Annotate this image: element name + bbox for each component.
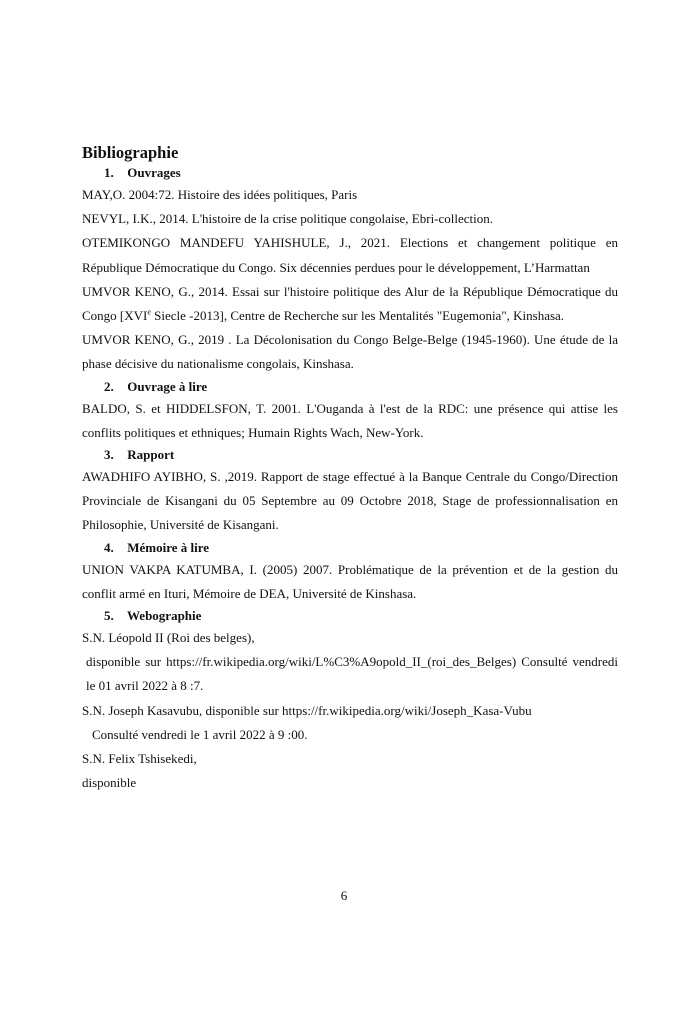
- bibliography-entry: UMVOR KENO, G., 2019 . La Décolonisation du Congo Belge-Belge (1945-1960). Une étude de la phase décisive du nationalisme congolais, Kinshasa.: [82, 332, 618, 372]
- section-webographie: [82, 606, 618, 795]
- bibliography-page: [82, 143, 618, 795]
- bibliography-entry: S.N. Felix Tshisekedi,: [82, 751, 197, 767]
- section-heading: 3. Rapport: [104, 447, 175, 463]
- page-number: 6: [340, 888, 348, 903]
- bibliography-entry: MAY,O. 2004:72. Histoire des idées politiques, Paris: [82, 187, 358, 202]
- bibliography-entry: NEVYL, I.K., 2014. L'histoire de la crise politique congolaise, Ebri-collection.: [82, 211, 494, 227]
- bibliography-entry: UNION VAKPA KATUMBA, I. (2005) 2007. Problématique de la prévention et de la gestion du conflit armé en Ituri, Mémoire de DEA, Université de Kinshasa.: [82, 561, 618, 601]
- page-title: Bibliographie: [82, 143, 179, 162]
- bibliography-entry: disponible sur https://fr.wikipedia.org/wiki/L%C3%A9opold_II_(roi_des_Belges) Consulté vendredi le 01 avril 2022 à 8 :7.: [86, 654, 618, 694]
- bibliography-entry: disponible: [82, 775, 137, 791]
- section-rapport: [82, 445, 618, 538]
- section-heading: 5. Webographie: [104, 608, 202, 624]
- bibliography-entry: S.N. Léopold II (Roi des belges),: [82, 630, 255, 646]
- section-ouvrage-a-lire: [82, 377, 618, 445]
- section-heading: 1. Ouvrages: [104, 165, 181, 180]
- section-heading: 4. Mémoire à lire: [104, 539, 210, 555]
- section-heading: 2. Ouvrage à lire: [104, 378, 208, 394]
- bibliography-entry: AWADHIFO AYIBHO, S. ,2019. Rapport de stage effectué à la Banque Centrale du Congo/Direction Provinciale de Kisangani du 05 Septembre au 09 Octobre 2018, Stage de professionnalisation en Philosophie, Université de Kisangani.: [82, 469, 618, 533]
- section-ouvrages: [82, 163, 618, 377]
- section-memoire-a-lire: [82, 538, 618, 606]
- bibliography-entry: OTEMIKONGO MANDEFU YAHISHULE, J., 2021. Elections et changement politique en République Démocratique du Congo. Six décennies perdues pour le développement, L’Harmattan: [82, 235, 618, 275]
- bibliography-entry: BALDO, S. et HIDDELSFON, T. 2001. L'Ouganda à l'est de la RDC: une présence qui attise les conflits politiques et ethniques; Humain Rights Wach, New-York.: [82, 400, 618, 440]
- bibliography-entry: UMVOR KENO, G., 2014. Essai sur l'histoire politique des Alur de la République Démocratique du Congo [XVIe Siecle -2013], Centre de Recherche sur les Mentalités "Eugemonia", Kinshasa.: [82, 283, 618, 324]
- bibliography-entry: S.N. Joseph Kasavubu, disponible sur https://fr.wikipedia.org/wiki/Joseph_Kasa-Vubu: [82, 702, 532, 718]
- bibliography-entry: Consulté vendredi le 1 avril 2022 à 9 :00.: [92, 726, 308, 742]
